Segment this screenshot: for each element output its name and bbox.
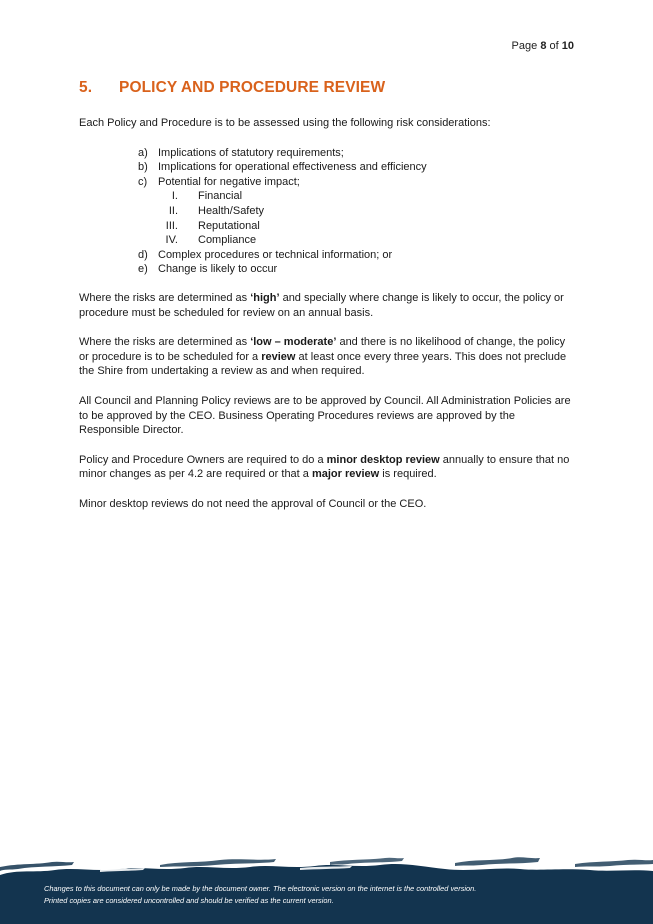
- section-title: POLICY AND PROCEDURE REVIEW: [119, 79, 386, 96]
- list-item: e) Change is likely to occur: [138, 263, 278, 276]
- footer-disclaimer: [44, 883, 476, 906]
- sublist-item: III. Reputational: [165, 219, 260, 232]
- list-item: d) Complex procedures or technical information; or: [138, 248, 393, 261]
- sublist-item: I. Financial: [171, 190, 243, 203]
- high-risk-paragraph: Where the risks are determined as ‘high’ and specially where change is likely to occur, the policy or procedure must be scheduled for review on an annual basis.: [79, 291, 564, 319]
- approval-paragraph: All Council and Planning Policy reviews are to be approved by Council. All Administration Policies are to be approved by the CEO. Business Operating Procedures reviews are approved by the Responsible Director.: [79, 394, 571, 437]
- low-risk-paragraph: Where the risks are determined as ‘low – moderate’ and there is no likelihood of change, the policy or procedure is to be scheduled for a review at least once every three years. This does not preclude the Shire from undertaking a review as and when required.: [79, 336, 567, 378]
- footer-band: [0, 853, 653, 924]
- list-item: b) Implications for operational effectiveness and efficiency: [138, 161, 427, 174]
- section-body: [79, 116, 577, 526]
- section-heading: [79, 79, 385, 97]
- sublist-item: IV. Compliance: [165, 234, 257, 247]
- minor-review-paragraph: Minor desktop reviews do not need the approval of Council or the CEO.: [79, 497, 427, 510]
- list-item: c) Potential for negative impact; I. Financial II. Health/Safety III. Reputational IV. Compliance: [136, 175, 577, 248]
- section-number: 5.: [79, 79, 93, 96]
- list-item: a) Implications of statutory requirements;: [138, 146, 344, 159]
- page-total: 10: [561, 40, 574, 52]
- desktop-review-paragraph: Policy and Procedure Owners are required to do a minor desktop review annually to ensure that no minor changes as per 4.2 are required or that a major review is required.: [79, 453, 570, 481]
- page-number: Page 8 of 10: [511, 40, 574, 52]
- page-current: 8: [540, 40, 547, 52]
- impact-sublist: [158, 189, 577, 247]
- risk-considerations-list: [79, 146, 577, 277]
- intro-paragraph: Each Policy and Procedure is to be assessed using the following risk considerations:: [79, 117, 491, 129]
- footer-line-1: Changes to this document can only be made by the document owner. The electronic version on the internet is the controlled version.: [44, 884, 477, 893]
- footer-line-2: Printed copies are considered uncontrolled and should be verified as the current version.: [44, 895, 334, 905]
- sublist-item: II. Health/Safety: [168, 204, 265, 217]
